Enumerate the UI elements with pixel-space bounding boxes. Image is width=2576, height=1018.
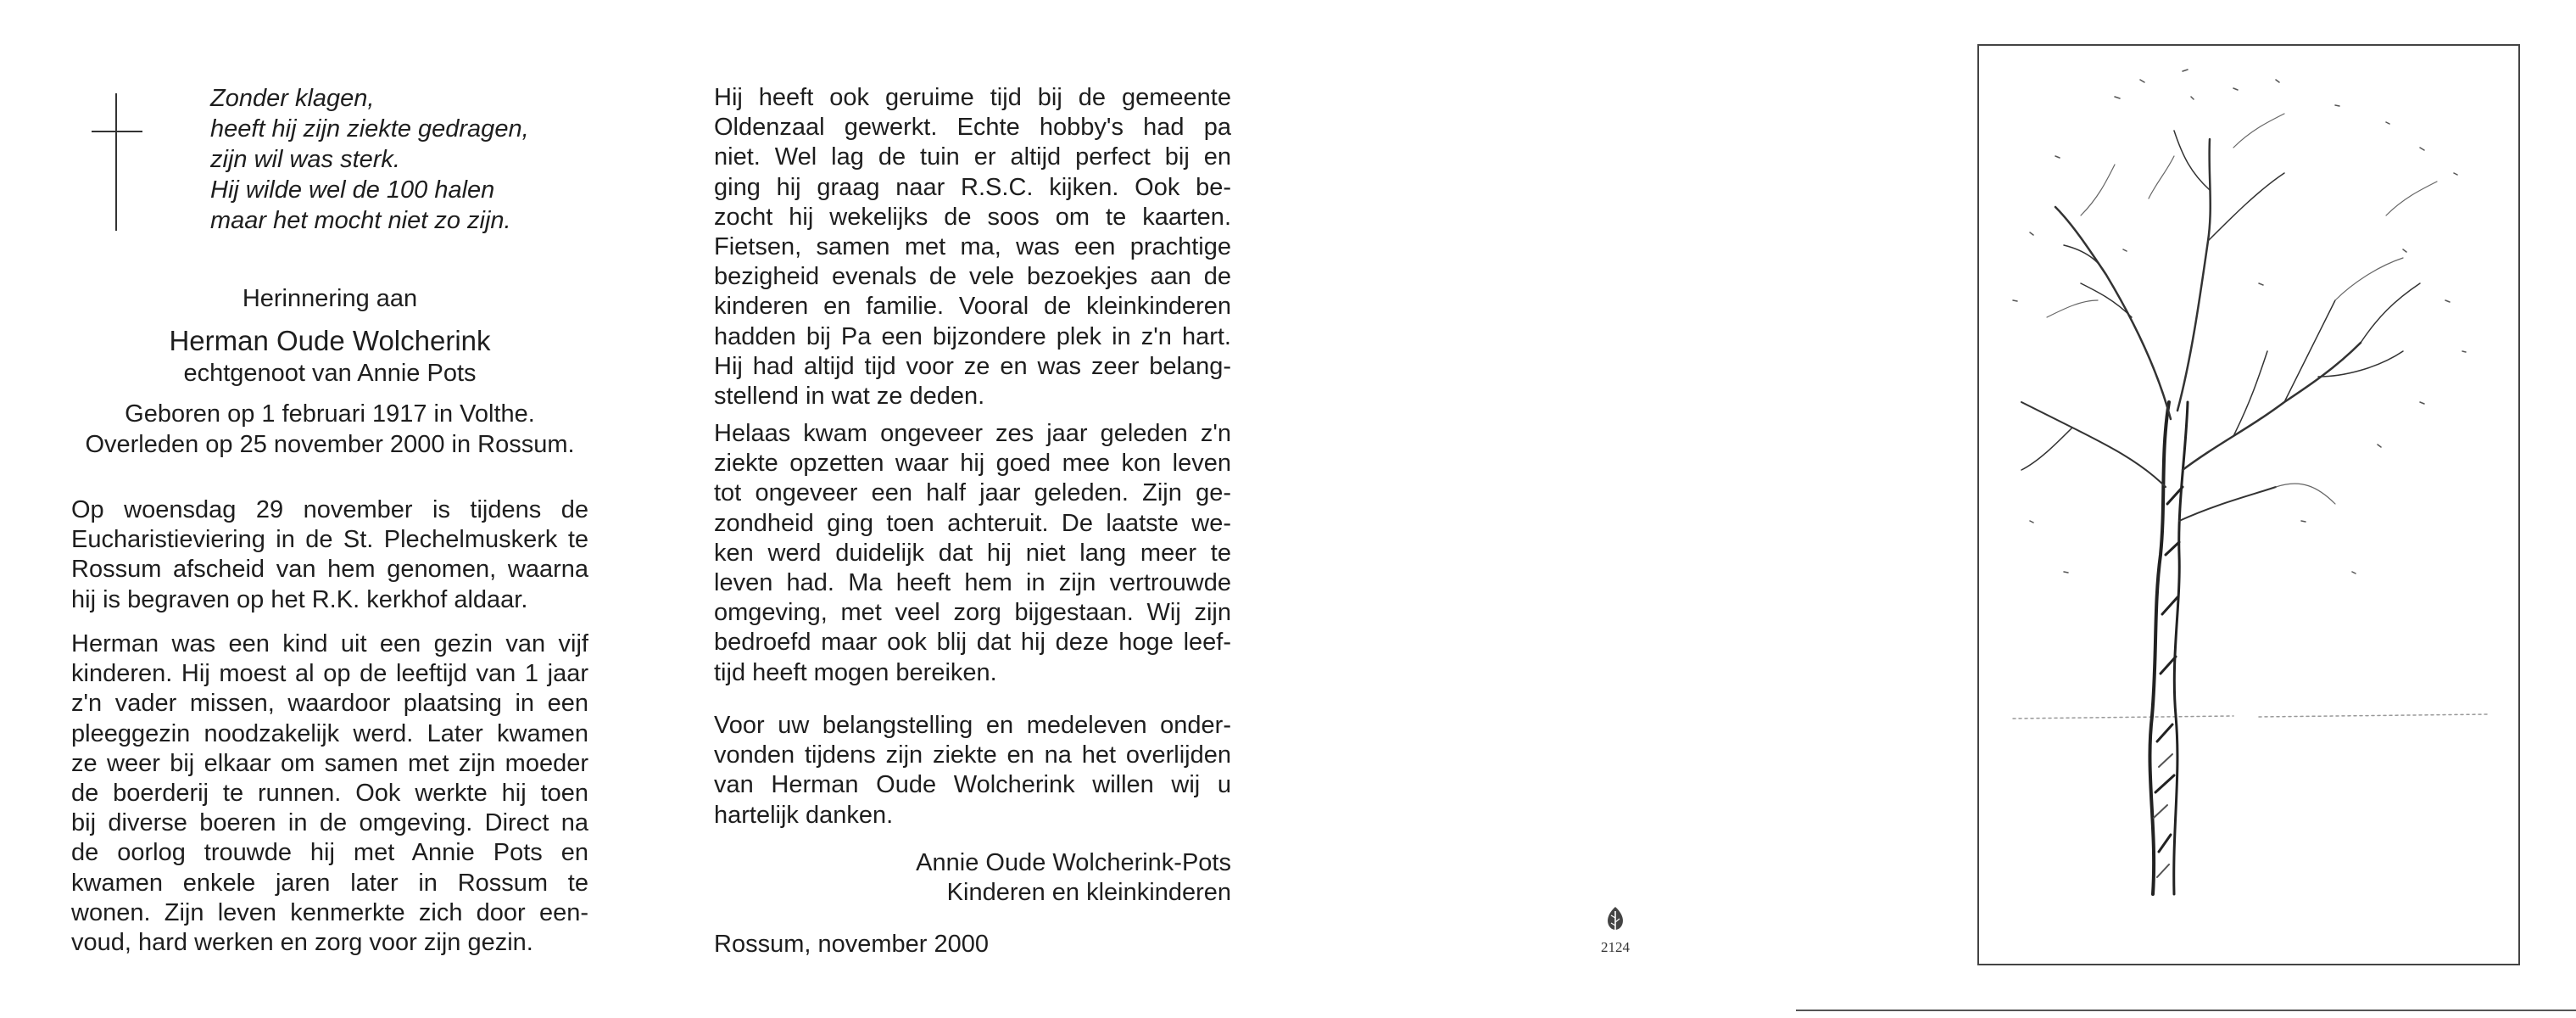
text-line: Fietsen, samen met ma, was een prachtige [714,233,1231,261]
text-line: kinderen. Hij moest al op de leeftijd van 1 jaar [71,660,588,688]
death-line: Overleden op 25 november 2000 in Rossum. [85,431,575,458]
poem-line: heeft hij zijn ziekte gedragen, [210,115,529,143]
poem-line: Zonder klagen, [210,85,375,112]
poem [210,83,583,236]
text-line: ze weer bij elkaar om samen met zijn moeder [71,749,588,777]
birth-line: Geboren op 1 februari 1917 in Volthe. [125,400,535,428]
memory-heading: Herinnering aan [242,285,418,312]
text-line: kinderen en familie. Vooral de kleinkinderen [714,293,1231,321]
printer-code: 2124 [1601,939,1630,955]
tree-sketch [1979,46,2518,964]
poem-line: Hij wilde wel de 100 halen [210,176,495,204]
text-line: Eucharistieviering in de St. Plechelmuskerk te [71,526,588,554]
text-line: Voor uw belangstelling en medeleven onder- [714,712,1231,739]
text-line: bij diverse boeren in de omgeving. Direct na [71,809,588,837]
illustration-frame [1977,44,2520,965]
text-line: vonden tijdens zijn ziekte en na het overlijden [714,741,1231,769]
printer-mark [1594,906,1636,956]
leaf-icon [1604,906,1626,933]
poem-line: maar het mocht niet zo zijn. [210,207,511,234]
signature-line: Kinderen en kleinkinderen [946,879,1231,907]
poem-line: zijn wil was sterk. [210,146,400,173]
hobbies-paragraph [714,83,1231,411]
deceased-name: Herman Oude Wolcherink [169,325,491,356]
text-line: voud, hard werken en zorg voor zijn gezin. [71,929,533,957]
text-line: Herman was een kind uit een gezin van vijf [71,630,588,657]
funeral-paragraph [71,495,588,615]
text-line: van Herman Oude Wolcherink willen wij u [714,771,1231,799]
text-line: ging hij graag naar R.S.C. kijken. Ook be- [714,173,1231,201]
text-line: niet. Wel lag de tuin er altijd perfect bij en [714,143,1231,171]
spouse-line: echtgenoot van Annie Pots [183,360,477,387]
illness-paragraph [714,419,1231,688]
text-line: de boerderij te runnen. Ook werkte hij toen [71,780,588,808]
text-line: pleeggezin noodzakelijk werd. Later kwamen [71,719,588,747]
text-line: stellend in wat ze deden. [714,383,985,411]
text-line: ziekte opzetten waar hij goed mee kon leven [714,450,1231,478]
text-line: hartelijk danken. [714,801,894,829]
text-line: zondheid ging toen achteruit. De laatste we- [714,509,1231,537]
text-line: Hij heeft ook geruime tijd bij de gemeente [714,84,1231,111]
signature [916,848,1231,908]
text-line: kwamen enkele jaren later in Rossum te [71,869,588,897]
text-line: hadden bij Pa een bijzondere plek in z'n hart. [714,322,1231,350]
text-line: tot ongeveer een half jaar geleden. Zijn ge- [714,479,1231,507]
text-line: Oldenzaal gewerkt. Echte hobby's had pa [714,114,1231,142]
signature-line: Annie Oude Wolcherink-Pots [916,849,1231,876]
text-line: leven had. Ma heeft hem in zijn vertrouwde [714,569,1231,597]
text-line: omgeving, met veel zorg bijgestaan. Wij zijn [714,599,1231,627]
text-line: tijd heeft mogen bereiken. [714,658,997,686]
text-line: wonen. Zijn leven kenmerkte zich door een- [71,898,588,926]
text-line: Rossum afscheid van hem genomen, waarna [71,556,588,584]
text-line: Op woensdag 29 november is tijdens de [71,496,588,523]
text-line: hij is begraven op het R.K. kerkhof aldaar. [71,585,528,613]
bottom-rule [1796,1010,2576,1011]
place-date: Rossum, november 2000 [714,931,989,958]
life-paragraph [71,629,588,958]
text-line: Hij had altijd tijd voor ze en was zeer belang- [714,352,1231,380]
text-line: zocht hij wekelijks de soos om te kaarten. [714,203,1231,231]
thanks-paragraph [714,711,1231,831]
cross-icon [92,93,142,231]
text-line: de oorlog trouwde hij met Annie Pots en [71,839,588,867]
text-line: bezigheid evenals de vele bezoekjes aan de [714,263,1231,291]
text-line: z'n vader missen, waardoor plaatsing in een [71,690,588,718]
text-line: ken werd duidelijk dat hij niet lang meer te [714,539,1231,567]
text-line: bedroefd maar ook blij dat hij deze hoge leef- [714,629,1231,657]
deceased-header [71,283,588,460]
text-line: Helaas kwam ongeveer zes jaar geleden z'n [714,420,1231,447]
